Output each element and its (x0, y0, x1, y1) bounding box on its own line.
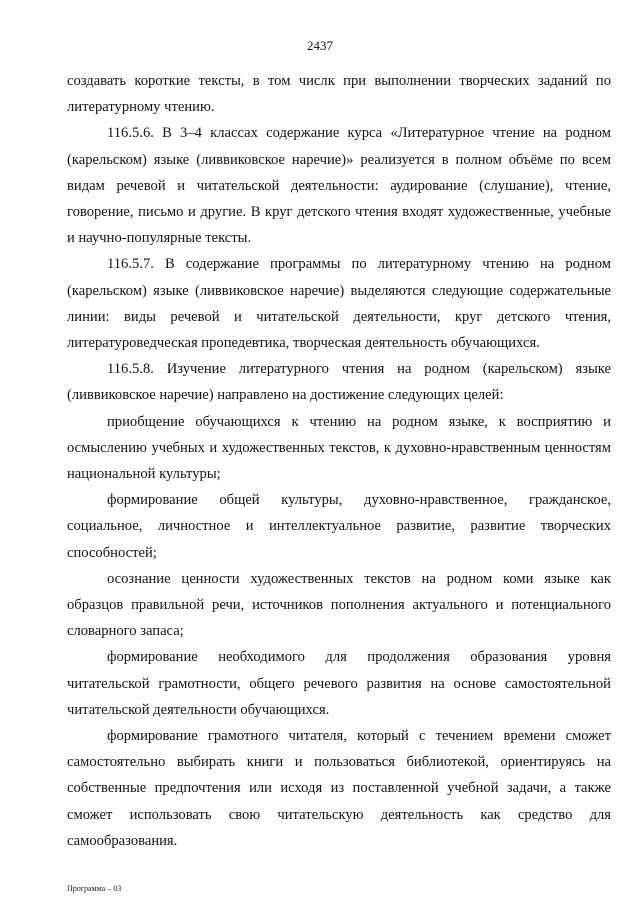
page-footer: Программа – 03 (67, 884, 122, 893)
paragraph-116-5-7: 116.5.7. В содержание программы по литературному чтению на родном (карельском) языке (ливвиковское наречие) выделяются следующие содержательные линии: виды речевой и читательской деятельности, круг детского чтения, литературоведческая пропедевтика, творческая деятельность обучающихся. (67, 256, 611, 352)
paragraph-116-5-6: 116.5.6. В 3–4 классах содержание курса «Литературное чтение на родном (карельском) языке (ливвиковское наречие)» реализуется в полном объёме по всем видам речевой и читательской деятельности: аудирование (слушание), чтение, говорение, письмо и другие. В круг детского чтения входят художественные, учебные и научно-популярные тексты. (67, 125, 611, 247)
paragraph-116-5-8: 116.5.8. Изучение литературного чтения на родном (карельском) языке (ливвиковское наречие) направлено на достижение следующих целей: (67, 361, 611, 404)
goal-item-2: формирование общей культуры, духовно-нравственное, гражданское, социальное, личностное и интеллектуальное развитие, развитие творческих способностей; (67, 492, 611, 561)
goal-item-4: формирование необходимого для продолжения образования уровня читательской грамотности, общего речевого развития на основе самостоятельной читательской деятельности обучающихся. (67, 649, 611, 718)
goal-item-5: формирование грамотного читателя, который с течением времени сможет самостоятельно выбирать книги и пользоваться библиотекой, ориентируясь на собственные предпочтения или исходя из поставленной учебной задачи, а также сможет использовать свою читательскую деятельность как средство для самообразования. (67, 728, 611, 849)
paragraph-continuation: создавать короткие тексты, в том числк при выполнении творческих заданий по литературному чтению. (67, 73, 611, 116)
goal-item-1: приобщение обучающихся к чтению на родном языке, к восприятию и осмыслению учебных и художественных текстов, к духовно-нравственным ценностям национальной культуры; (67, 413, 611, 483)
goal-item-3: осознание ценности художественных текстов на родном коми языке как образцов правильной речи, источников пополнения актуального и потенциального словарного запаса; (67, 570, 611, 640)
page-number: 2437 (307, 38, 333, 53)
document-body (67, 68, 611, 854)
